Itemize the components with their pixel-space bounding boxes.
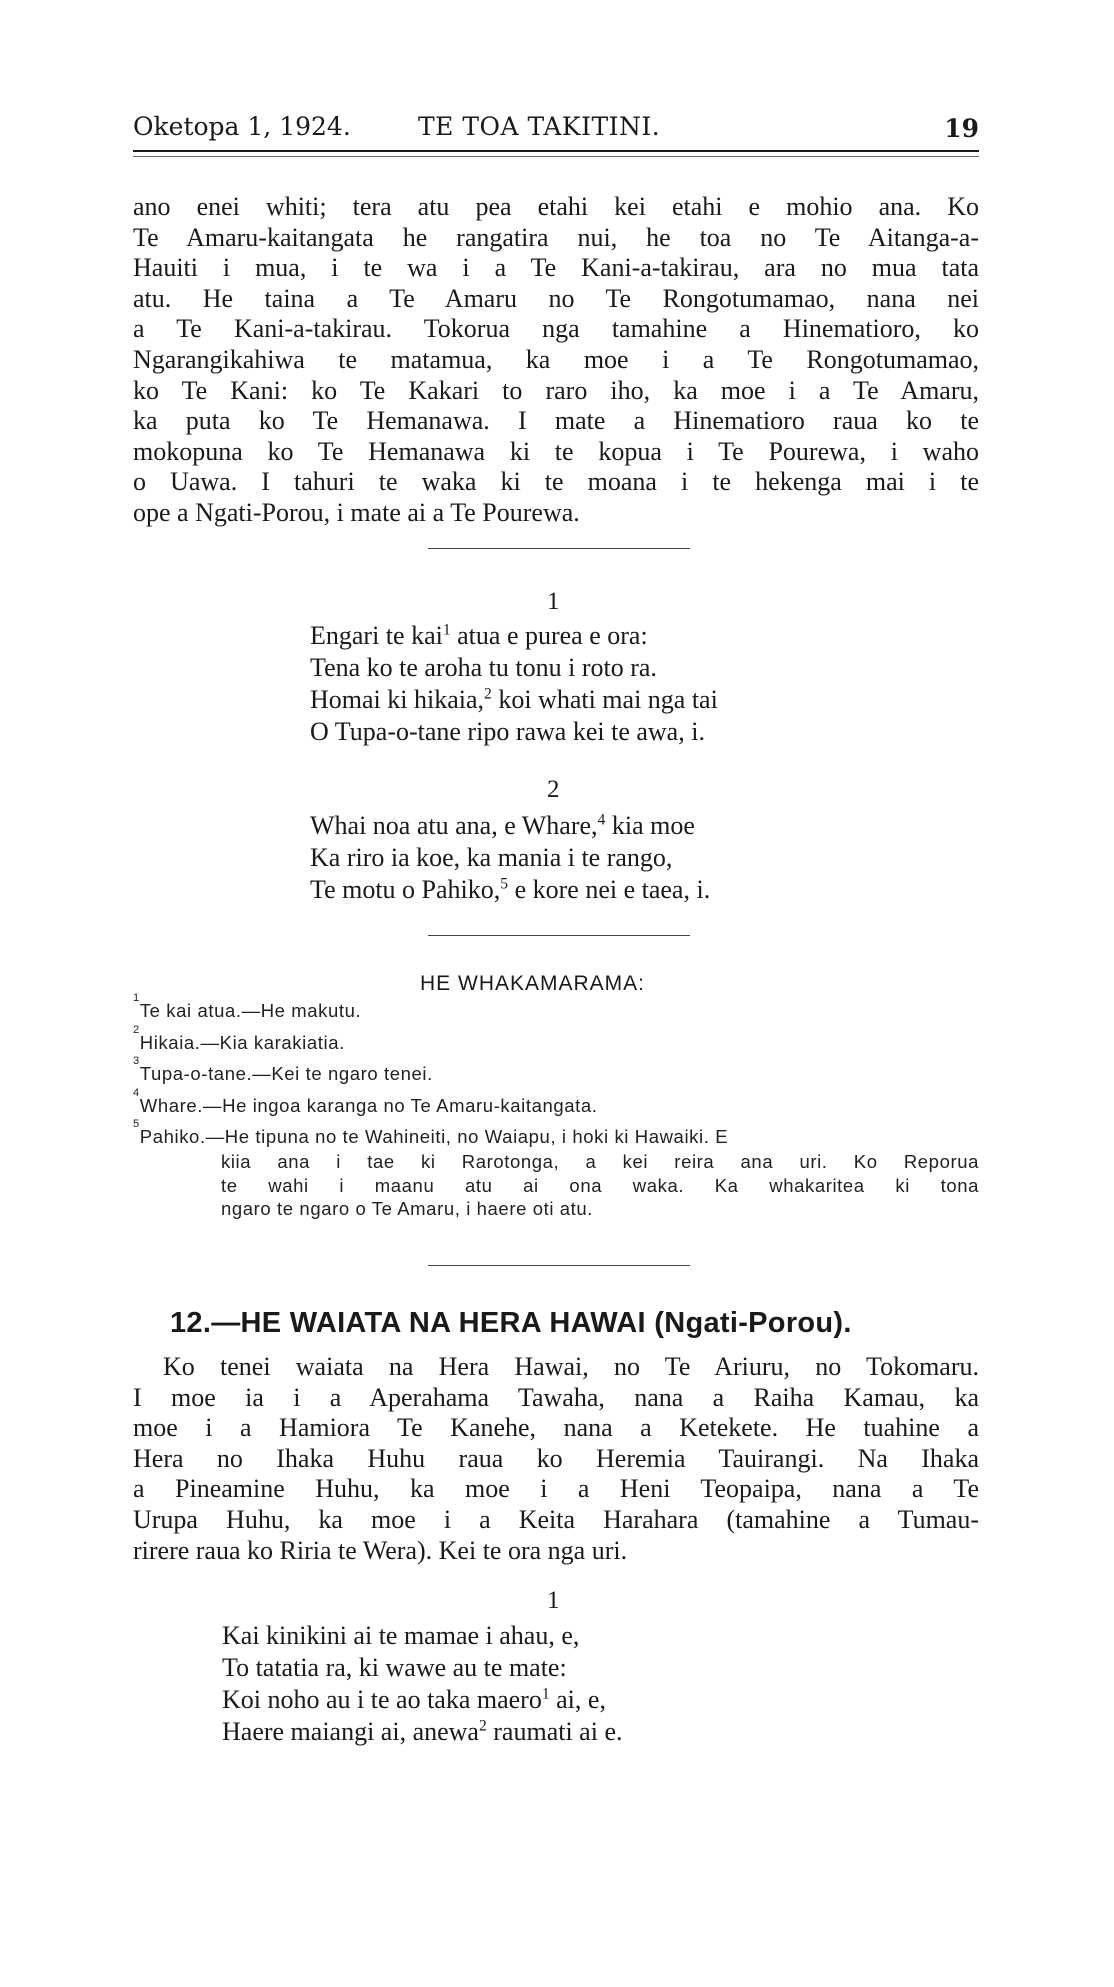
- paragraph-line: mokopuna ko Te Hemanawa ki te kopua i Te Pourewa, i waho: [133, 436, 979, 466]
- footnote: $^5$Pahiko.—He tipuna no te Wahineiti, no Waiapu, i hoki ki Hawaiki. E: [133, 1118, 729, 1147]
- verse-stanza-section-1: [222, 1620, 622, 1748]
- footnote: $^2$Hikaia.—Kia karakiatia.: [133, 1024, 345, 1053]
- verse-stanza-2: [310, 810, 710, 906]
- paragraph-line: Hauiti i mua, i te wa i a Te Kani-a-takirau, ara no mua tata: [133, 253, 979, 283]
- paragraph-line: atu. He taina a Te Amaru no Te Rongotumamao, nana nei: [133, 283, 979, 313]
- paragraph-line: Ko tenei waiata na Hera Hawai, no Te Ariuru, no Tokomaru.: [163, 1352, 979, 1381]
- paragraph-line: I moe ia i a Aperahama Tawaha, nana a Raiha Kamau, ka: [133, 1382, 979, 1412]
- verse-line: Homai ki hikaia,$^2$ koi whati mai nga tai: [310, 685, 718, 714]
- paragraph-line: ko Te Kani: ko Te Kakari to raro iho, ka moe i a Te Amaru,: [133, 375, 979, 405]
- section-divider: [428, 1265, 690, 1266]
- verse-line: Kai kinikini ai te mamae i ahau, e,: [222, 1621, 580, 1650]
- footnote-line: te wahi i maanu atu ai ona waka. Ka whakaritea ki tona: [221, 1174, 979, 1196]
- paragraph-line: Urupa Huhu, ka moe i a Keita Harahara (tamahine a Tumau-: [133, 1504, 979, 1534]
- verse-line: O Tupa-o-tane ripo rawa kei te awa, i.: [310, 717, 705, 746]
- section-subtitle: (Ngati-Porou).: [654, 1307, 852, 1339]
- stanza-number: 1: [547, 588, 560, 615]
- paragraph-line: ope a Ngati-Porou, i mate ai a Te Pourewa.: [133, 497, 580, 527]
- verse-line: Engari te kai$^1$ atua e purea e ora:: [310, 621, 648, 650]
- stanza-number: 2: [547, 776, 560, 803]
- verse-stanza-1: [310, 620, 718, 748]
- header-rule: [133, 150, 979, 152]
- footnote-line: ngaro te ngaro o Te Amaru, i haere oti atu.: [221, 1198, 594, 1219]
- footnote: $^3$Tupa-o-tane.—Kei te ngaro tenei.: [133, 1055, 433, 1084]
- verse-line: Tena ko te aroha tu tonu i roto ra.: [310, 653, 657, 682]
- page-number: 19: [944, 114, 979, 143]
- verse-line: Haere maiangi ai, anewa$^2$ raumati ai e.: [222, 1717, 623, 1746]
- section-divider: [428, 935, 690, 936]
- section-heading: [170, 1307, 852, 1340]
- paragraph-line: moe i a Hamiora Te Kanehe, nana a Ketekete. He tuahine a: [133, 1413, 979, 1443]
- footnote: $^1$Te kai atua.—He makutu.: [133, 992, 362, 1021]
- paragraph-line: ano enei whiti; tera atu pea etahi kei etahi e mohio ana. Ko: [133, 192, 979, 221]
- verse-line: To tatatia ra, ki wawe au te mate:: [222, 1653, 567, 1682]
- verse-line: Koi noho au i te ao taka maero$^1$ ai, e,: [222, 1685, 606, 1714]
- footnote-continuation: [221, 1150, 979, 1221]
- paragraph-line: Hera no Ihaka Huhu raua ko Heremia Tauirangi. Na Ihaka: [133, 1443, 979, 1473]
- notes-title: HE WHAKAMARAMA:: [420, 972, 646, 995]
- footnote-line: kiia ana i tae ki Rarotonga, a kei reira ana uri. Ko Reporua: [221, 1151, 979, 1172]
- header-rule-thin: [133, 156, 979, 157]
- verse-line: Whai noa atu ana, e Whare,$^4$ kia moe: [310, 811, 695, 840]
- verse-line: Te motu o Pahiko,$^5$ e kore nei e taea, i.: [310, 875, 711, 904]
- issue-date: Oketopa 1, 1924.: [133, 112, 351, 141]
- paragraph-line: a Te Kani-a-takirau. Tokorua nga tamahine a Hinematioro, ko: [133, 314, 979, 344]
- intro-paragraph: [133, 192, 979, 529]
- section-title: 12.—HE WAIATA NA HERA HAWAI: [170, 1307, 646, 1339]
- footnote: $^4$Whare.—He ingoa karanga no Te Amaru-kaitangata.: [133, 1087, 598, 1116]
- paragraph-line: o Uawa. I tahuri te waka ki te moana i te hekenga mai i te: [133, 467, 979, 497]
- section-divider: [428, 548, 690, 549]
- running-header: [133, 112, 979, 146]
- stanza-number: 1: [547, 1587, 560, 1614]
- paragraph-line: Ngarangikahiwa te matamua, ka moe i a Te Rongotumamao,: [133, 344, 979, 374]
- paragraph-line: a Pineamine Huhu, ka moe i a Heni Teopaipa, nana a Te: [133, 1474, 979, 1504]
- publication-title: TE TOA TAKITINI.: [418, 112, 661, 141]
- section-paragraph: [133, 1352, 979, 1566]
- verse-line: Ka riro ia koe, ka mania i te rango,: [310, 843, 673, 872]
- paragraph-line: Te Amaru-kaitangata he rangatira nui, he toa no Te Aitanga-a-: [133, 222, 979, 252]
- paragraph-line: rirere raua ko Riria te Wera). Kei te ora nga uri.: [133, 1535, 628, 1565]
- paragraph-line: ka puta ko Te Hemanawa. I mate a Hinematioro raua ko te: [133, 406, 979, 436]
